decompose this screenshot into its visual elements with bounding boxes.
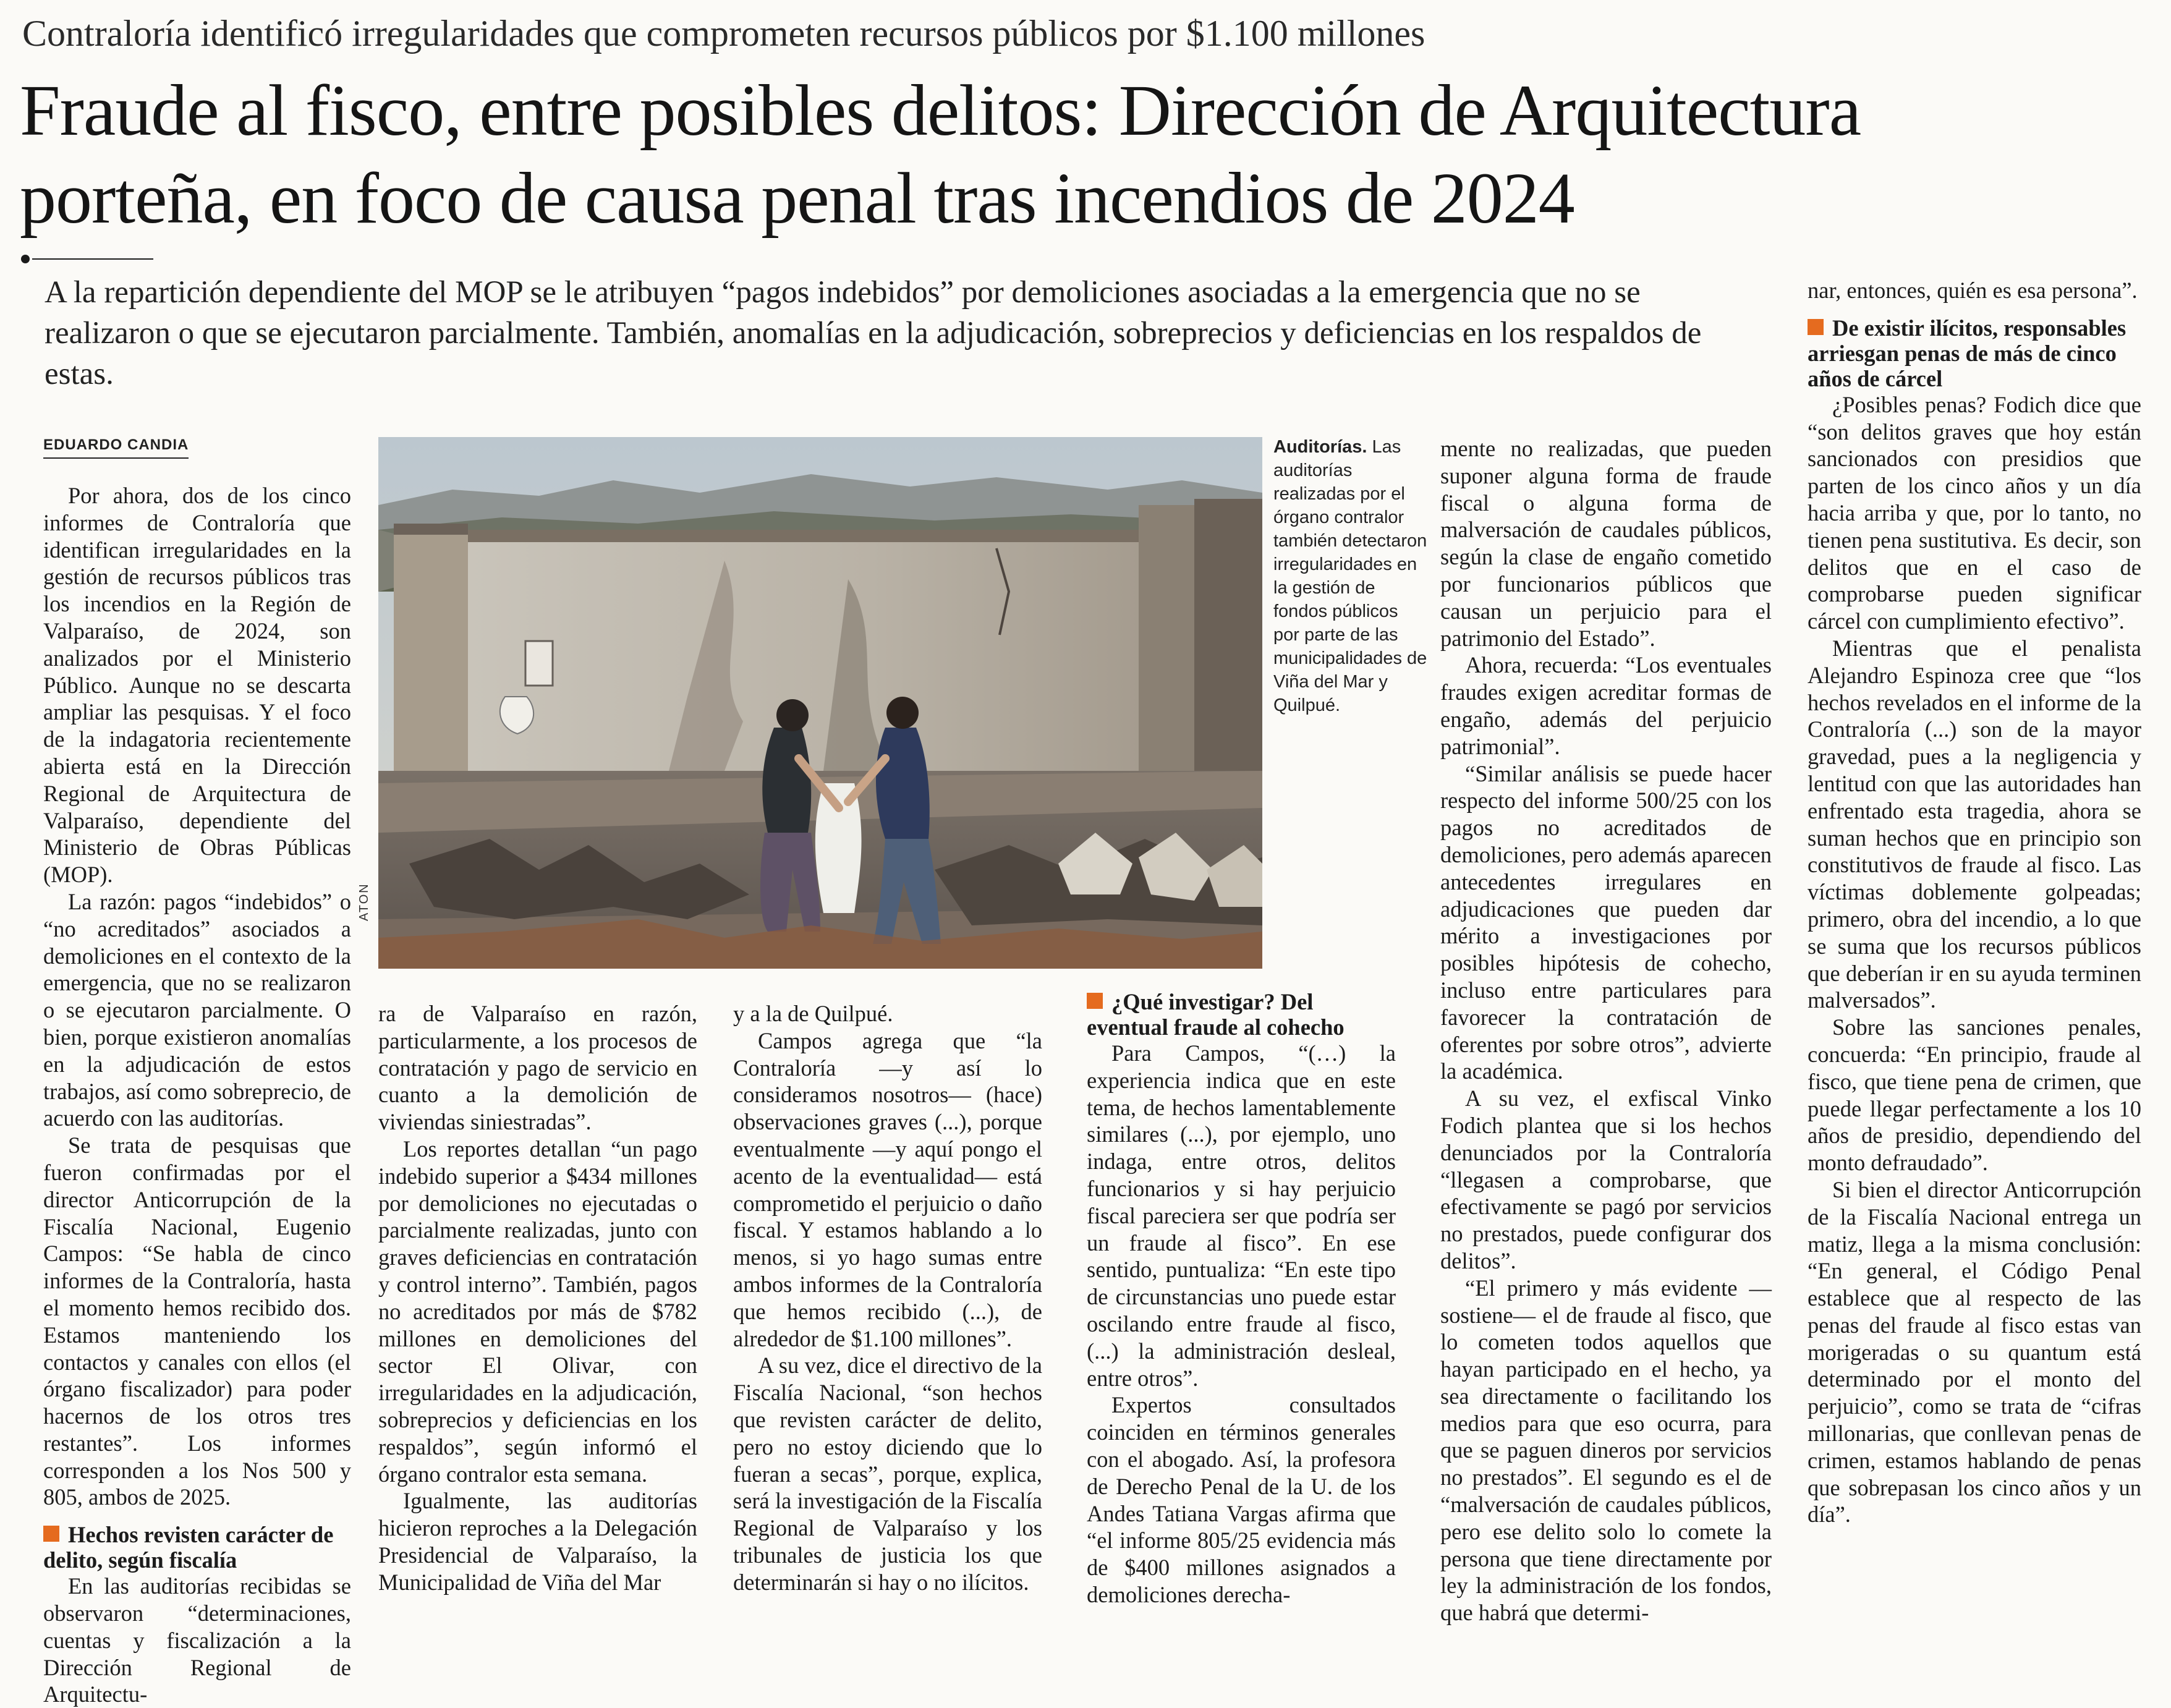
caption-text: Las auditorías realizadas por el órgano contralor también detectaron irregularidades en la gestión de fondos públicos por parte de las municipalidades de Viña del Mar y Quilpué.	[1273, 437, 1427, 715]
column-6	[1808, 277, 2141, 1528]
rule-line	[32, 258, 153, 260]
headline	[20, 67, 2146, 242]
paragraph: ¿Posibles penas? Fodich dice que “son delitos graves que hoy están sancionados con presidios que parten de los cinco años y un día hacia arriba y que, por lo tanto, no tienen pena sustitutiva. Es decir, son delitos que en el caso de comprobarse pueden significar cárcel con cumplimiento efectivo”.	[1808, 391, 2141, 634]
subheading: Hechos revisten carácter de delito, según fiscalía	[43, 1522, 334, 1573]
paragraph: A su vez, el exfiscal Vinko Fodich plantea que si los hechos denunciados por la Contraloría “llegasen a comprobarse, que efectivamente se pagó por servicios no prestados, puede configurar dos delitos”.	[1440, 1086, 1772, 1273]
headline-line-2: porteña, en foco de causa penal tras incendios de 2024	[20, 158, 1574, 239]
deck: A la repartición dependiente del MOP se le atribuyen “pagos indebidos” por demoliciones asociadas a la emergencia que no se realizaron o que se ejecutaron parcialmente. También, anomalías en la adjudicación, sobreprecios y deficiencias en los respaldos de estas.	[45, 275, 1702, 391]
paragraph: Para Campos, “(…) la experiencia indica que en este tema, de hechos lamentablemente similares (...), por ejemplo, uno indaga, entre otros, delitos funcionarios y si hay perjuicio fiscal pareciera ser que podría ser un fraude al fisco”. En ese sentido, puntualiza: “En este tipo de circunstancias uno puede estar oscilando entre fraude al fisco, (...) la administración desleal, entre otros”.	[1087, 1040, 1396, 1391]
caption-title: Auditorías.	[1273, 437, 1367, 457]
paragraph: Expertos consultados coinciden en términos generales con el abogado. Así, la profesora de Derecho Penal de la U. de los Andes Tatiana Vargas afirma que “el informe 805/25 evidencia más de $400 millones asignados a demoliciones derecha-	[1087, 1392, 1396, 1607]
column-4	[1087, 989, 1396, 1608]
paragraph: Los reportes detallan “un pago indebido superior a $434 millones por demoliciones no ejecutadas o parcialmente realizadas, junto con graves deficiencias en contratación y control interno”. También, pagos no acreditados por más de $782 millones en demoliciones del sector El Olivar, con irregularidades en la adjudicación, sobreprecios y deficiencias en los respaldos”, según informó el órgano contralor esta semana.	[378, 1136, 697, 1487]
paragraph: “Similar análisis se puede hacer respecto del informe 500/25 con los pagos no acreditados de demoliciones, pero además aparecen antecedentes irregulares en adjudicaciones que pueden dar mérito a investigaciones por posibles hipótesis de cohecho, incluso entre particulares para favorecer la contratación de oferentes por sobre otros”, advierte la académica.	[1440, 760, 1772, 1084]
subheading: De existir ilícitos, responsables arriesgan penas de más de cinco años de cárcel	[1808, 315, 2126, 391]
paragraph: Mientras que el penalista Alejandro Espinoza cree que “los hechos revelados en el informe de la Contraloría (...) son de la mayor gravedad, pues a la negligencia y lentitud con que las autoridades han enfrentado esta tragedia, ahora se suman hechos que en principio son constitutivos de fraude al fisco. Las víctimas doblemente golpeadas; primero, obra del incendio, a lo que se suma que los recursos públicos que deberían ir en su ayuda terminen malversados”.	[1808, 635, 2141, 1013]
column-1	[43, 482, 351, 1708]
paragraph: “El primero y más evidente —sostiene— el de fraude al fisco, que lo cometen todos aquellos que hayan participado en el hecho, ya sea directamente o facilitando los medios para que eso ocurra, para que se paguen dineros por servicios no prestados”. El segundo es el de “malversación de caudales públicos, pero ese delito solo lo comete la persona que tiene directamente por ley la administración de los fondos, que habrá que determi-	[1440, 1275, 1772, 1626]
headline-line-1: Fraude al fisco, entre posibles delitos: Dirección de Arquitectura	[20, 70, 1861, 151]
kicker: Contraloría identificó irregularidades que comprometen recursos públicos por $1.100 millones	[22, 13, 1425, 54]
column-5	[1440, 435, 1772, 1626]
article-photo	[378, 437, 1262, 969]
photo-caption	[1273, 435, 1428, 717]
orange-square-icon	[1808, 319, 1824, 335]
column-3	[733, 1000, 1042, 1596]
paragraph: ra de Valparaíso en razón, particularmente, a los procesos de contratación y pago de servicio en cuanto a la demolición de viviendas siniestradas”.	[378, 1001, 697, 1135]
rule-dot	[21, 255, 30, 263]
subheading: ¿Qué investigar? Del eventual fraude al cohecho	[1087, 989, 1345, 1040]
orange-square-icon	[43, 1526, 59, 1542]
paragraph: A su vez, dice el directivo de la Fiscalía Nacional, “son hechos que revisten carácter de delito, pero no estoy diciendo que lo fueran a secas”, porque, explica, será la investigación de la Fiscalía Regional de Valparaíso y los tribunales de justicia los que determinarán si hay o no ilícitos.	[733, 1353, 1042, 1595]
paragraph: La razón: pagos “indebidos” o “no acreditados” asociados a demoliciones en el contexto de la emergencia, que no se realizaron o se ejecutaron parcialmente. O bien, porque existieron anomalías en la adjudicación de estos trabajos, así como sobreprecio, de acuerdo con las auditorías.	[43, 888, 351, 1131]
paragraph: Si bien el director Anticorrupción de la Fiscalía Nacional entrega un matiz, llega a la misma conclusión: “En general, el Código Penal establece que al respecto de las penas del fraude al fisco estas van morigeradas o su quantum está determinado por el monto del perjuicio”, como se trata de “cifras millonarias, que conllevan penas de crimen, estamos hablando de penas que sobrepasan los cinco años y un día”.	[1808, 1176, 2141, 1527]
paragraph: nar, entonces, quién es esa persona”.	[1808, 278, 2138, 303]
paragraph: Se trata de pesquisas que fueron confirmadas por el director Anticorrupción de la Fiscalía Nacional, Eugenio Campos: “Se habla de cinco informes de la Contraloría, hasta el momento hemos recibido dos. Estamos manteniendo los contactos y canales con ellos (el órgano fiscalizador) para poder hacernos de los otros tres restantes”. Los informes corresponden a los Nos 500 y 805, ambos de 2025.	[43, 1132, 351, 1510]
paragraph: Por ahora, dos de los cinco informes de Contraloría que identifican irregularidades en la gestión de recursos públicos tras los incendios en la Región de Valparaíso, de 2024, son analizados por el Ministerio Público. Aunque no se descarta ampliar las pesquisas. Y el foco de la indagatoria recientemente abierta está en la Dirección Regional de Arquitectura de Valparaíso, dependiente del Ministerio de Obras Públicas (MOP).	[43, 483, 351, 888]
photo-burned-house	[378, 437, 1262, 969]
paragraph: Ahora, recuerda: “Los eventuales fraudes exigen acreditar formas de engaño, además del perjuicio patrimonial”.	[1440, 652, 1772, 759]
paragraph: Sobre las sanciones penales, concuerda: “En principio, fraude al fisco, que tiene pena de crimen, que puede llegar perfectamente a los 10 años de presidio, dependiendo del monto defraudado”.	[1808, 1014, 2141, 1176]
photo-credit: ATON	[357, 883, 371, 921]
paragraph: Igualmente, las auditorías hicieron reproches a la Delegación Presidencial de Valparaíso, la Municipalidad de Viña del Mar	[378, 1488, 697, 1595]
paragraph: y a la de Quilpué.	[733, 1001, 893, 1026]
column-2	[378, 1000, 697, 1596]
orange-square-icon	[1087, 993, 1103, 1009]
paragraph: En las auditorías recibidas se observaron “determinaciones, cuentas y fiscalización a la Dirección Regional de Arquitectu-	[43, 1573, 351, 1707]
paragraph: mente no realizadas, que pueden suponer alguna forma de fraude fiscal o alguna forma de malversación de caudales públicos, según la clase de engaño cometido por funcionarios públicos que causan un perjuicio para el patrimonio del Estado”.	[1440, 436, 1772, 651]
paragraph: Campos agrega que “la Contraloría —y así lo consideramos nosotros— (hace) observaciones graves (...), porque eventualmente —y aquí pongo el acento de la eventualidad— está comprometido el perjuicio o daño fiscal. Y estamos hablando a lo menos, si yo hago sumas entre ambos informes de la Contraloría que hemos recibido (...), de alrededor de $1.100 millones”.	[733, 1027, 1042, 1351]
byline: EDUARDO CANDIA	[43, 436, 189, 459]
